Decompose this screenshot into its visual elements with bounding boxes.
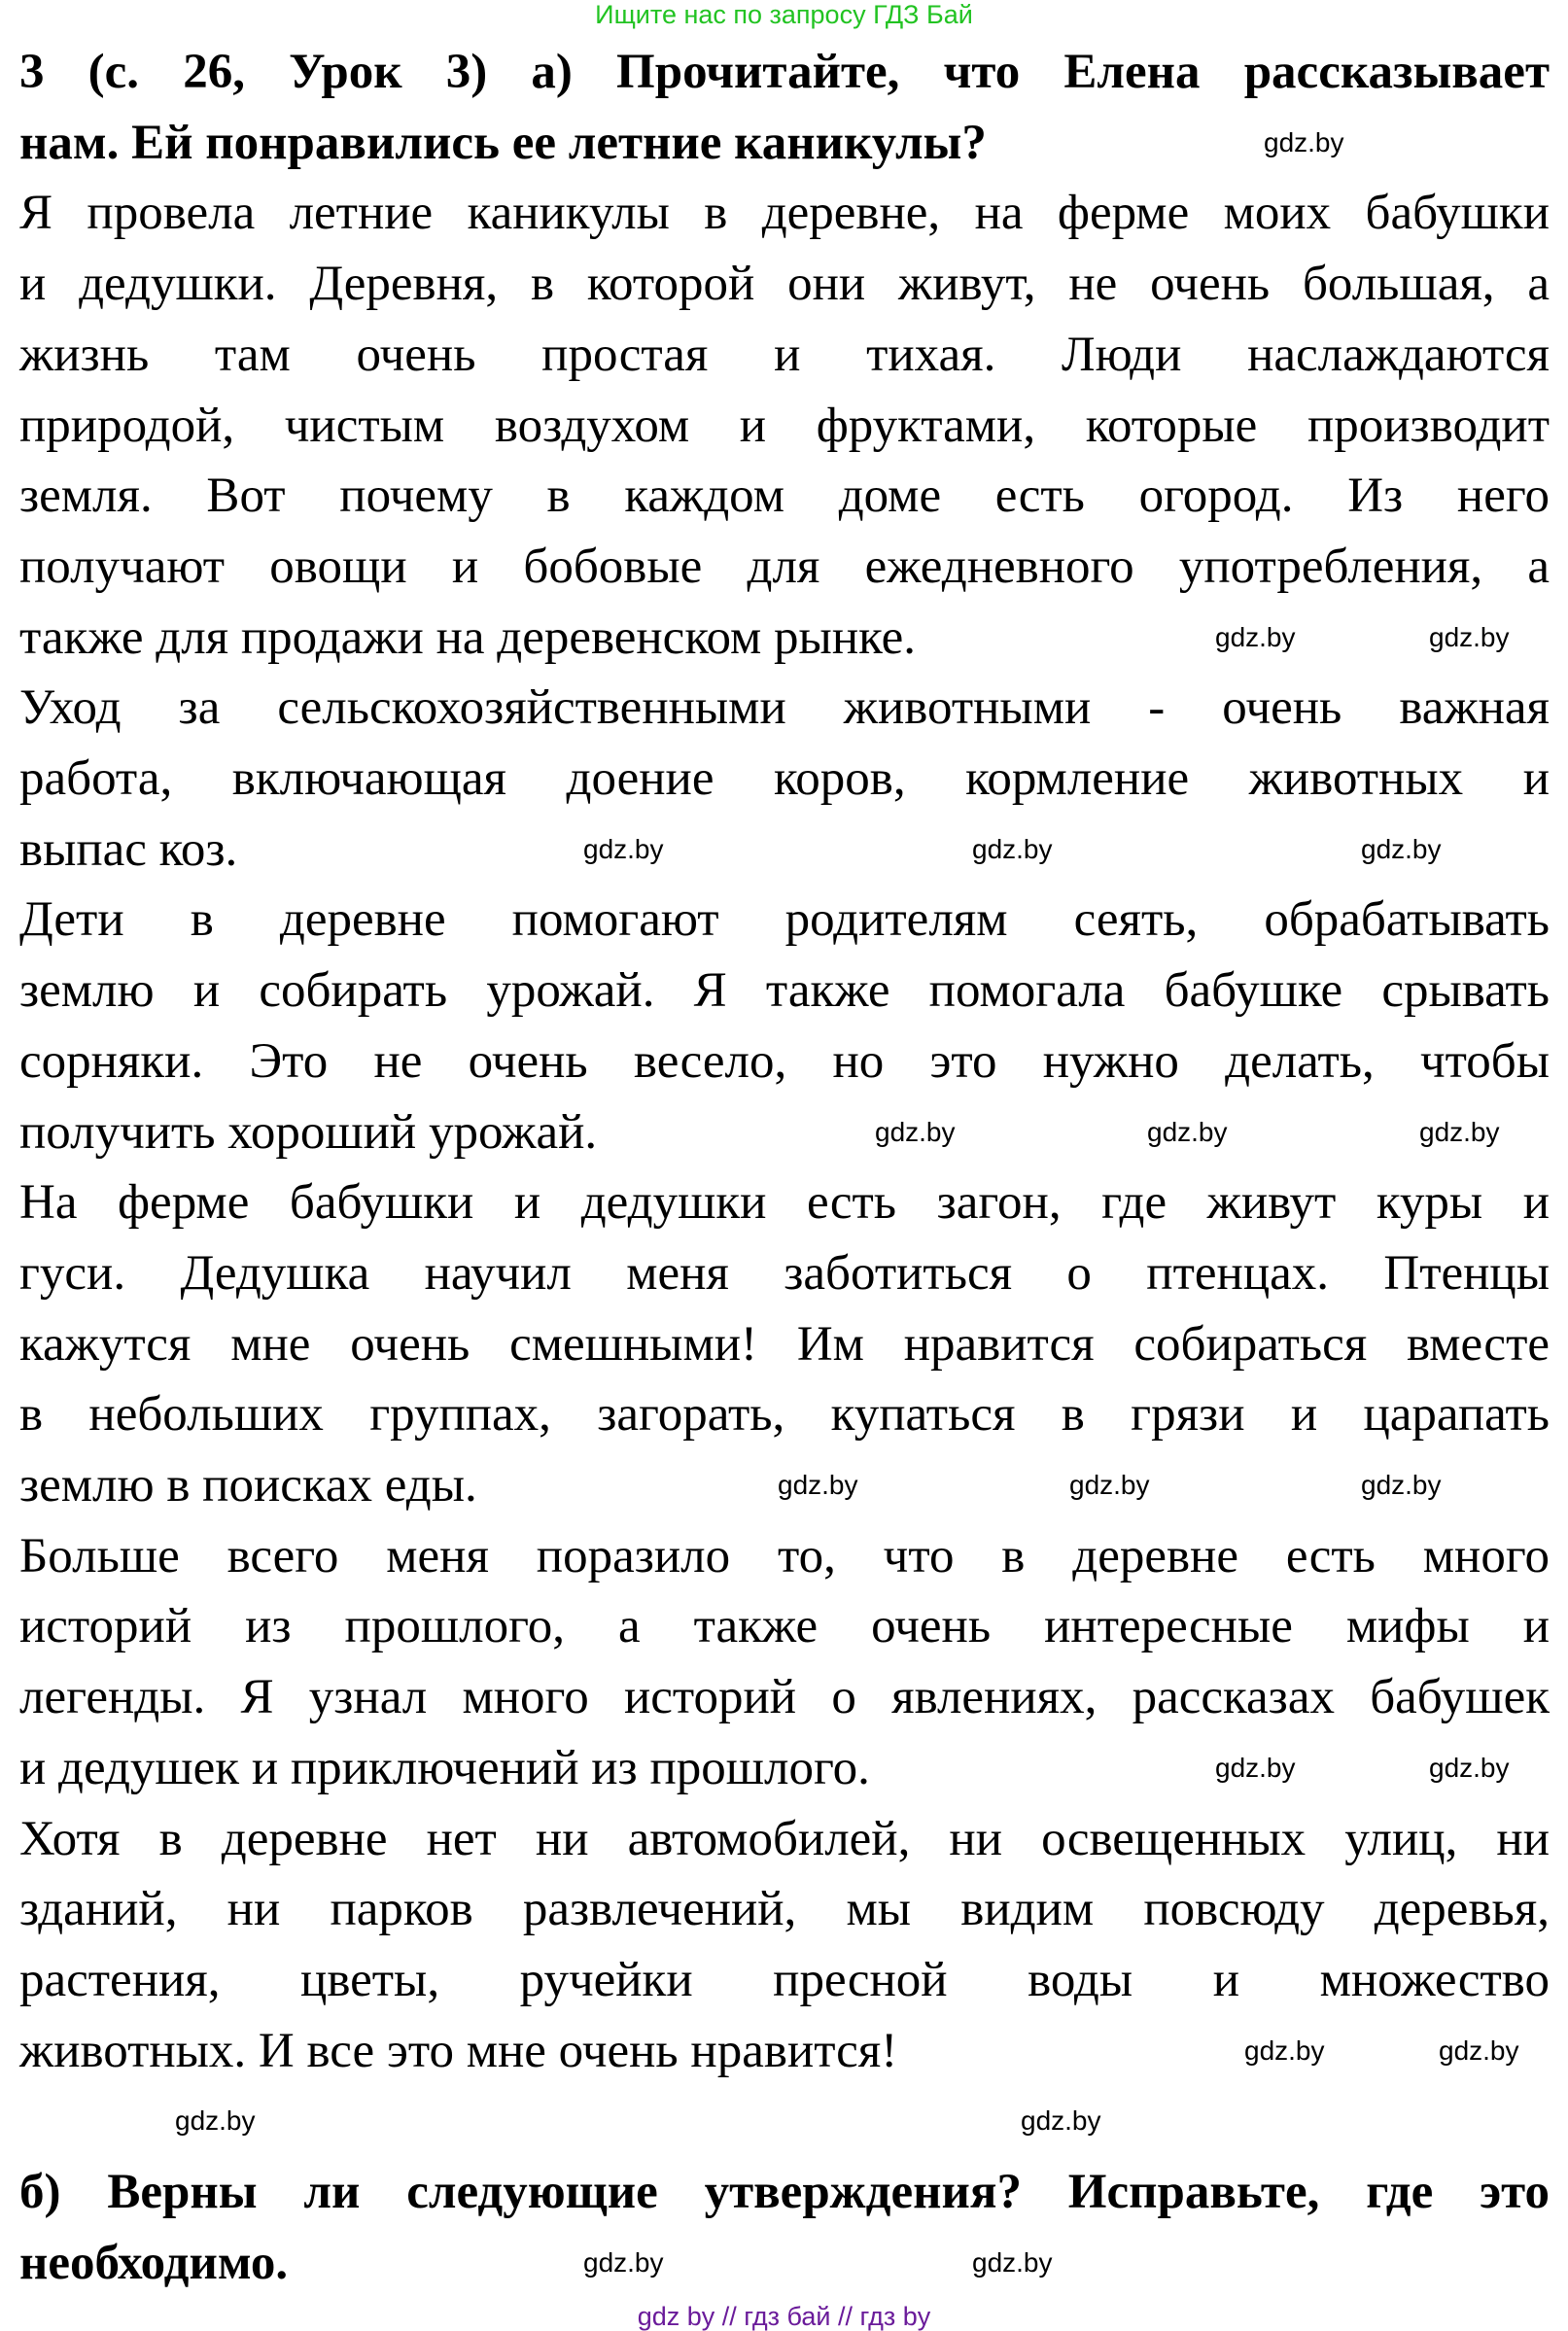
watermark-text: gdz.by [875, 1116, 956, 1147]
watermark-text: gdz.by [1419, 1116, 1500, 1147]
task-heading-line: необходимо. [19, 2235, 289, 2290]
text-line: также для продажи на деревенском рынке. [19, 609, 917, 665]
text-line: землю и собирать урожай. Я также помогала бабушке срывать [19, 963, 1550, 1019]
text-line: в небольших группах, загорать, купаться в грязи и царапать [19, 1387, 1550, 1443]
watermark-text: gdz.by [1215, 621, 1296, 652]
watermark-text: gdz.by [972, 833, 1053, 864]
text-line: работа, включающая доение коров, кормление животных и [19, 751, 1550, 806]
text-line: На ферме бабушки и дедушки есть загон, где живут куры и [19, 1175, 1550, 1231]
watermark-text: gdz.by [1264, 126, 1344, 157]
watermark-text: gdz.by [1361, 833, 1442, 864]
watermark-text: gdz.by [1429, 621, 1510, 652]
watermark-text: gdz.by [972, 2246, 1053, 2278]
watermark-text: gdz.by [1147, 1116, 1228, 1147]
watermark-text: gdz.by [175, 2105, 256, 2137]
text-line: получают овощи и бобовые для ежедневного употребления, а [19, 539, 1550, 594]
text-line: растения, цветы, ручейки пресной воды и множество [19, 1952, 1550, 2007]
watermark-text: gdz.by [1429, 1752, 1510, 1783]
watermark-text: gdz.by [778, 1470, 858, 1500]
text-line: Больше всего меня поразило то, что в деревне есть много [19, 1528, 1550, 1583]
text-line: Дети в деревне помогают родителям сеять, обрабатывать [19, 892, 1550, 948]
text-line: легенды. Я узнал много историй о явлениях, рассказах бабушек [19, 1670, 1550, 1725]
text-line: сорняки. Это не очень весело, но это нужно делать, чтобы [19, 1033, 1550, 1089]
watermark-text: gdz.by [1439, 2035, 1519, 2066]
search-banner: Ищите нас по запросу ГДЗ Бай [595, 0, 973, 29]
text-line: землю в поисках еды. [19, 1458, 477, 1513]
text-line: гуси. Дедушка научил меня заботиться о птенцах. Птенцы [19, 1245, 1550, 1301]
text-line: животных. И все это мне очень нравится! [19, 2023, 898, 2078]
watermark-text: gdz.by [583, 2246, 664, 2278]
watermark-text: gdz.by [1361, 1470, 1442, 1500]
watermark-text: gdz.by [1069, 1470, 1150, 1500]
text-line: Уход за сельскохозяйственными животными - очень важная [19, 680, 1550, 736]
watermark-text: gdz.by [1021, 2105, 1101, 2137]
watermark-text: gdz.by [1244, 2035, 1325, 2066]
text-line: выпас коз. [19, 821, 238, 877]
text-line: земля. Вот почему в каждом доме есть огород. Из него [19, 469, 1550, 524]
task-heading-line: 3 (с. 26, Урок 3) а) Прочитайте, что Елена рассказывает [19, 45, 1550, 99]
text-line: кажутся мне очень смешными! Им нравится собираться вместе [19, 1316, 1550, 1372]
text-line: получить хороший урожай. [19, 1104, 598, 1160]
text-line: историй из прошлого, а также очень интересные мифы и [19, 1599, 1550, 1654]
text-line: жизнь там очень простая и тихая. Люди наслаждаются [19, 327, 1550, 382]
text-line: и дедушки. Деревня, в которой они живут, не очень большая, а [19, 257, 1550, 312]
footer-banner: gdz by // гдз бай // гдз by [637, 2302, 931, 2331]
text-line: Я провела летние каникулы в деревне, на ферме моих бабушки [19, 186, 1550, 241]
task-heading-line: нам. Ей понравились ее летние каникулы? [19, 115, 987, 170]
text-line: и дедушек и приключений из прошлого. [19, 1740, 870, 1795]
watermark-text: gdz.by [1215, 1752, 1296, 1783]
text-line: Хотя в деревне нет ни автомобилей, ни освещенных улиц, ни [19, 1811, 1550, 1866]
watermark-text: gdz.by [583, 833, 664, 864]
text-line: зданий, ни парков развлечений, мы видим повсюду деревья, [19, 1882, 1550, 1937]
task-heading-line: б) Верны ли следующие утверждения? Исправьте, где это [19, 2165, 1550, 2219]
text-line: природой, чистым воздухом и фруктами, которые производит [19, 398, 1550, 453]
